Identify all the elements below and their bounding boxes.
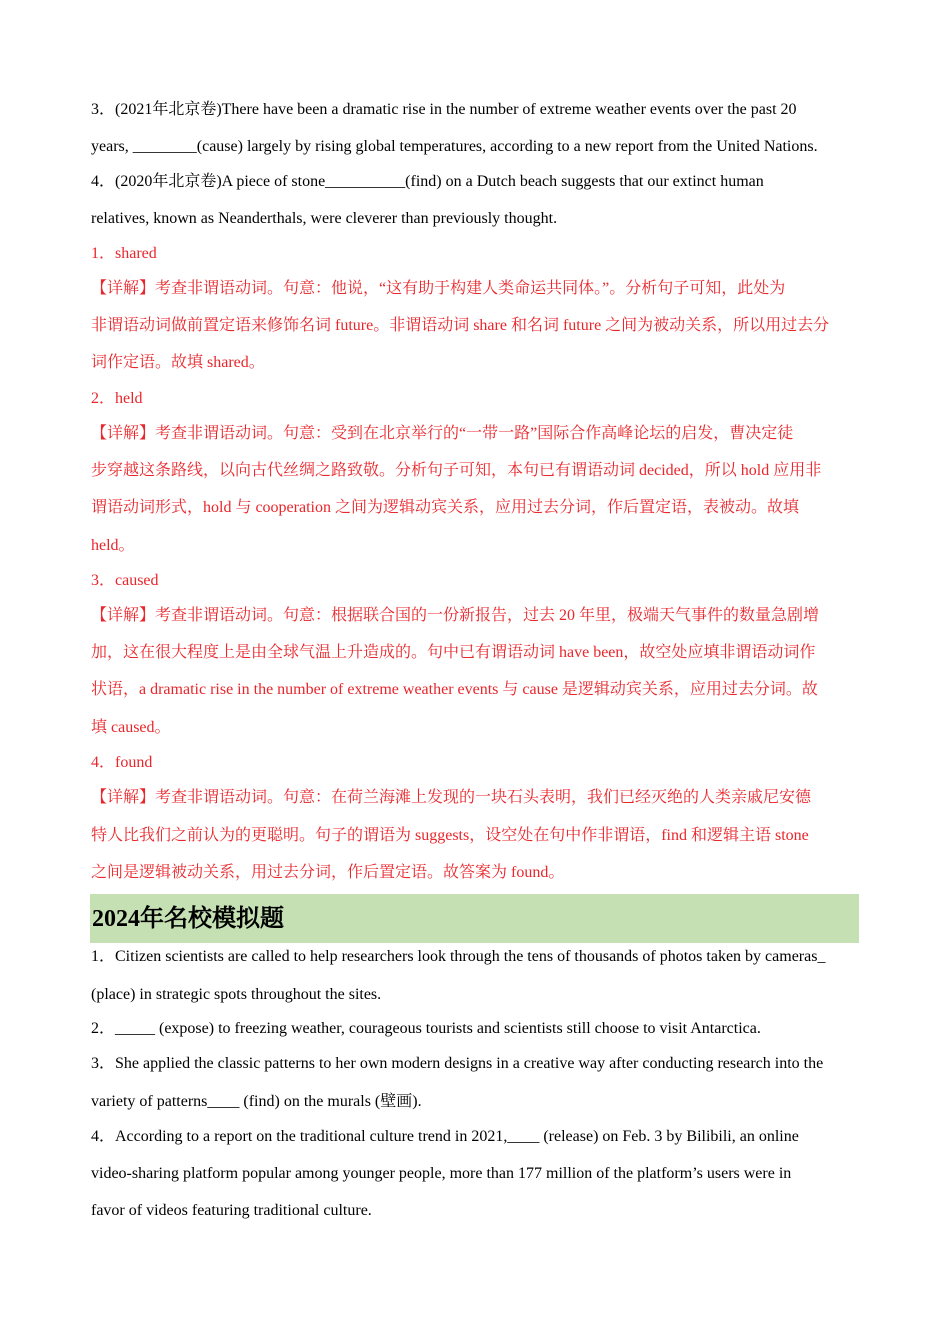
section-heading: 2024年名校模拟题 bbox=[92, 906, 284, 932]
explanation-3-line-4: 填 caused。 bbox=[91, 719, 171, 736]
explanation-1-line-1: 【详解】考查非谓语动词。句意：他说，“这有助于构建人类命运共同体。”。分析句子可知，此处为 bbox=[91, 280, 786, 297]
section-heading-bar bbox=[90, 894, 859, 943]
explanation-3-line-1: 【详解】考查非谓语动词。句意：根据联合国的一份新报告，过去 20 年里，极端天气事件的数量急剧增 bbox=[91, 607, 820, 624]
mock-question-1-line-1: 1．Citizen scientists are called to help researchers look through the tens of thousands of photos taken by cameras_ bbox=[91, 948, 826, 965]
mock-question-4-line-1: 4．According to a report on the traditional culture trend in 2021,____ (release) on Feb. 3 by Bilibili, an online bbox=[91, 1128, 799, 1145]
explanation-2-line-3: 谓语动词形式，hold 与 cooperation 之间为逻辑动宾关系，应用过去分词，作后置定语，表被动。故填 bbox=[91, 499, 799, 516]
explanation-1-line-2: 非谓语动词做前置定语来修饰名词 future。非谓语动词 share 和名词 future 之间为被动关系，所以用过去分 bbox=[91, 317, 830, 334]
explanation-4-line-2: 特人比我们之前认为的更聪明。句子的谓语为 suggests，设空处在句中作非谓语，find 和逻辑主语 stone bbox=[91, 827, 809, 844]
answer-3: 3．caused bbox=[91, 572, 159, 589]
answer-4: 4．found bbox=[91, 754, 153, 771]
explanation-4-line-1: 【详解】考查非谓语动词。句意：在荷兰海滩上发现的一块石头表明，我们已经灭绝的人类亲戚尼安德 bbox=[91, 789, 812, 806]
explanation-2-line-1: 【详解】考查非谓语动词。句意：受到在北京举行的“一带一路”国际合作高峰论坛的启发，曹决定徒 bbox=[91, 425, 794, 442]
mock-question-4-line-2: video-sharing platform popular among younger people, more than 177 million of the platform’s users were in bbox=[91, 1165, 792, 1182]
question-4-line-1: 4．(2020年北京卷)A piece of stone__________(find) on a Dutch beach suggests that our extinct human bbox=[91, 173, 764, 190]
explanation-2-line-2: 步穿越这条路线，以向古代丝绸之路致敬。分析句子可知，本句已有谓语动词 decided，所以 hold 应用非 bbox=[91, 462, 822, 479]
mock-question-2-line-1: 2．_____ (expose) to freezing weather, courageous tourists and scientists still choose to visit Antarctica. bbox=[91, 1020, 761, 1037]
explanation-1-line-3: 词作定语。故填 shared。 bbox=[91, 354, 265, 371]
explanation-2-line-4: held。 bbox=[91, 537, 135, 554]
question-3-line-1: 3．(2021年北京卷)There have been a dramatic rise in the number of extreme weather events over the past 20 bbox=[91, 101, 797, 118]
mock-question-3-line-2: variety of patterns____ (find) on the murals (壁画). bbox=[91, 1093, 422, 1110]
explanation-3-line-3: 状语，a dramatic rise in the number of extreme weather events 与 cause 是逻辑动宾关系，应用过去分词。故 bbox=[91, 681, 818, 698]
mock-question-1-line-2: (place) in strategic spots throughout the sites. bbox=[91, 986, 382, 1003]
answer-2: 2．held bbox=[91, 390, 143, 407]
explanation-4-line-3: 之间是逻辑被动关系，用过去分词，作后置定语。故答案为 found。 bbox=[91, 864, 565, 881]
explanation-3-line-2: 加，这在很大程度上是由全球气温上升造成的。句中已有谓语动词 have been，故空处应填非谓语动词作 bbox=[91, 644, 816, 661]
answer-1: 1．shared bbox=[91, 245, 157, 262]
mock-question-4-line-3: favor of videos featuring traditional culture. bbox=[91, 1202, 372, 1219]
question-3-line-2: years, ________(cause) largely by rising global temperatures, according to a new report from the United Nations. bbox=[91, 138, 818, 155]
question-4-line-2: relatives, known as Neanderthals, were cleverer than previously thought. bbox=[91, 210, 558, 227]
mock-question-3-line-1: 3．She applied the classic patterns to her own modern designs in a creative way after conducting research into the bbox=[91, 1055, 824, 1072]
